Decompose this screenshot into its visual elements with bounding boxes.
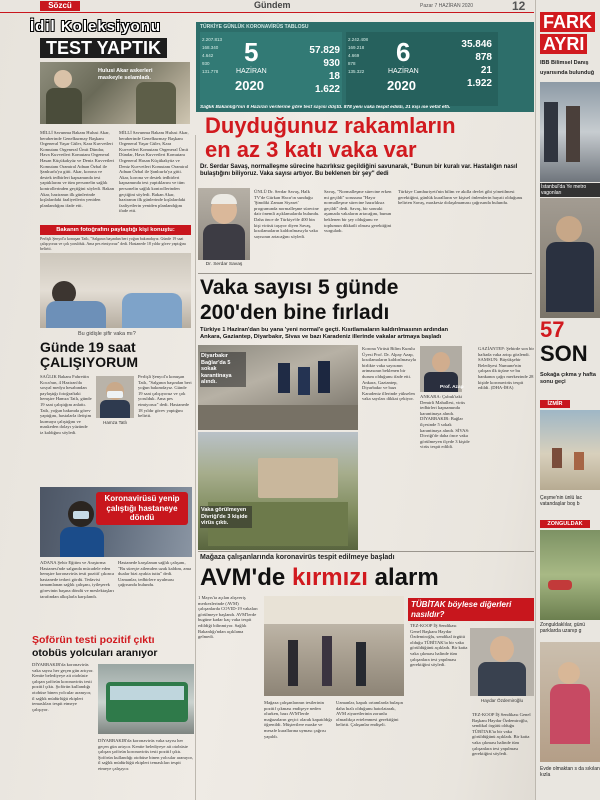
stats-left-month: HAZİRAN xyxy=(236,68,267,75)
section-title: Gündem xyxy=(254,0,291,10)
stats-right-number: 1.922 xyxy=(466,78,492,89)
nurse-photo-caption: Bu gidişle şifir vaka mı? xyxy=(78,331,136,337)
metro-caption: İstanbul'da Ye metro vagonları xyxy=(540,183,600,197)
stats-left-small-row: 4.642 xyxy=(202,53,214,58)
right-big-1: 57 xyxy=(540,317,565,342)
mall-kicker: Mağaza çalışanlarında koronavirüs tespit edilmeye başladı xyxy=(200,554,395,561)
right-banner-2: AYRI xyxy=(540,34,587,54)
lead-deck: Dr. Serdar Savaş, normalleşme sürecine hazırlıksız geçildiğini savunarak, "Bunun bir kuralı var. Hastalığın nasıl bulaştığını biliyoruz. Vaka sayısı artıyor. Bu beklenen bir şey" dedi xyxy=(200,164,518,178)
driver-headline-2: otobüs yolcuları aranıyor xyxy=(32,647,158,659)
diyarbakir-photo-caption: Diyarbakır Bağlar'da 5 sokak karantinaya alındı. xyxy=(200,352,246,387)
rising-deck-1: Türkiye 1 Haziran'dan bu yana 'yeni normal'e geçti. Kısıtlamaların kaldırılmasının ardından xyxy=(200,327,449,333)
stats-left-number: 57.829 xyxy=(309,45,340,56)
rising-body-1: Korona Virüsü Bilim Kurulu Üyesi Prof. Dr. Alpay Azap, kısıtlamaların kaldırılmasıyla birlikte vaka sayısının artmasının beklenen bir durum olduğunu ifade etti. Ankara, Gaziantep, Diyarbakır ve bazı Karadeniz illerinde yükselen vaka sayıları dikkat çekiyor. xyxy=(362,346,416,402)
stats-right-small-row: 2.242.408 xyxy=(348,37,369,42)
stats-left-small-row: 131.778 xyxy=(202,69,219,74)
stats-right-month: HAZİRAN xyxy=(388,68,419,75)
haydar-portrait xyxy=(470,628,534,696)
stats-right-small xyxy=(348,36,376,76)
nurse-rest-photo xyxy=(40,253,191,328)
stats-right-small-row: 878 xyxy=(348,61,356,66)
mall-divider xyxy=(198,551,534,552)
rising-headline-2: 200'den bine fırladı xyxy=(200,301,390,324)
stats-right-numbers xyxy=(440,38,492,90)
tubitak-title: TÜBİTAK böylese diğerleri nasıldır? xyxy=(408,598,534,621)
stats-left-small-row: 930 xyxy=(202,61,210,66)
metro-photo xyxy=(540,82,600,182)
minister-box-body: Perlişli Şenyol'a konuşan Tatlı, "Salgının başından beri yoğun bakımdayız. Günde 19 saat çalışıyoruz ve çok yorulduk. Ama pes etmiyoruz" dedi. Hastanede 18 yıldır görev yaptığını belirtti. xyxy=(40,237,186,251)
hamza-tatli-portrait xyxy=(96,376,134,418)
left-top-body: MİLLİ Savunma Bakanı Hulusi Akar, beraberinde Genelkurmay Başkanı Orgeneral Yaşar Güler, Kara Kuvvetleri Komutanı Orgeneral Ümit Dündar, Hava Kuvvetleri Komutanı Orgeneral Hasan Küçükakyüz ve Deniz Kuvvetleri Komutanı Oramiral Adnan Özbal ile Şanlıurfa'ya gitti. Akar, korona ve destek tedbirleri kapsamında test yaptıklarını ve tüm personelin sağlık kontrollerinden geçtiğini söyledi. Bakan Akar, haziranın ilk günlerinde kışlalardaki faaliyetlerin yeniden planlandığını ifade etti. xyxy=(40,130,115,208)
prof-azap-caption: Prof. Azap xyxy=(440,385,464,390)
stats-left-small xyxy=(202,36,230,76)
right-sub-1: İBB Bilimsel Danış xyxy=(540,60,589,66)
lead-headline-2: en az 3 katı vaka var xyxy=(205,137,417,162)
hamza-tatli-caption: Hamza Tatlı xyxy=(103,420,127,425)
izmir-caption: Çeşme'nin ünlü lac vatandaşlar boş b xyxy=(540,495,583,507)
driver-headline-1: Şoförün testi pozitif çıktı xyxy=(32,634,155,646)
minister-box-title: Bakanın fotoğrafını paylaştığı kişi konuştu: xyxy=(40,225,191,235)
stats-right-number: 878 xyxy=(475,52,492,63)
divrigi-photo-caption: Vaka görülmeyen Divriği'de 3 kişide virüs çıktı. xyxy=(200,506,252,528)
stats-right-small-row: 169.218 xyxy=(348,45,365,50)
stats-right-day: 6 xyxy=(396,37,411,67)
stats-left-number: 1.622 xyxy=(314,84,340,95)
bus-photo xyxy=(98,664,194,734)
tubitak-body-2: TEZ-KOOP İŞ Sendikası Genel Başkanı Haydar Özdemiroğlu, sendikal örgütü olduğu TÜBİTAK'ta bir vaka görüldüğünü açıkladı. Bir katta vaka çıkması halinde tüm çalışanlara test yapılması gerektiğini söyledi. xyxy=(472,712,531,757)
mall-body-2: Mağaza çalışanlarının testlerinin pozitif çıkması endişeye neden olurken, bazı AVM'lerde mağazaların geçici olarak kapatıldığı öğrenildi. Müşterilere maske ve mesafe kurallarına uyması çağrısı yapıldı. xyxy=(264,700,332,739)
stats-left-number: 930 xyxy=(323,58,340,69)
mall-body-3: Uzmanlar, kapalı ortamlarda bulaşın daha hızlı olduğunu hatırlatarak, AVM ziyaretlerinin zorunlu olmadıkça ertelenmesi gerektiğini belirtti. Çalışanlar endişeli. xyxy=(336,700,403,728)
left-top-headline: TEST YAPTIK xyxy=(40,38,167,58)
crowd-photo xyxy=(540,198,600,318)
serdar-savas-portrait xyxy=(198,188,250,260)
recovered-body: ADANA Şehir Eğitim ve Araştırma Hastanesi'nde salgında mücadele eden hemşire koronavirüs testi pozitif çıkınca hastanede tedavi gördü. Tedavisi tamamlanan sağlık çalışanı, iyileşerek görevinin başına döndü ve meslektaşları tarafından alkışlarla karşılandı. xyxy=(40,560,114,599)
hospital-body: SAĞLIK Bakanı Fahrettin Koca'nın, 4 Haziran'da sosyal medya hesabından paylaştığı fotoğraftaki hemşire Hamza Tatlı, günde 19 saat çalıştığını anlattı. Tatlı, yoğun bakımda görev yaptığını, hastalarla iletişim kurmaya çalıştığını ve maskeden dolayı yüzünde iz kaldığını söyledi. xyxy=(40,374,92,435)
driver-body: DİYARBAKIR'da koronavirüs vaka sayısı her geçen gün artıyor. Kentte belediyeye ait otobüste çalışan şoförün koronavirüs testi pozitif çıktı. Şoförün kullandığı otobüse binen yolcular aranıyor, il sağlık müdürlüğü ekipleri temaslıları tespit etmeye çalışıyor. xyxy=(32,662,94,712)
left-top-body-2: MİLLİ Savunma Bakanı Hulusi Akar, beraberinde Genelkurmay Başkanı Orgeneral Yaşar Güler, Kara Kuvvetleri Komutanı Orgeneral Ümit Dündar, Hava Kuvvetleri Komutanı Orgeneral Hasan Küçükakyüz ve Deniz Kuvvetleri Komutanı Oramiral Adnan Özbal ile Şanlıurfa'ya gitti. Akar, korona ve destek tedbirleri kapsamında test yaptıklarını ve tüm personelin sağlık kontrollerinden geçtiğini söyledi. Bakan Akar, haziranın ilk günlerinde kışlalardaki faaliyetlerin yeniden planlandığını ifade etti. xyxy=(119,130,189,214)
mall-headline-part-1: AVM'de xyxy=(200,564,292,591)
lead-divider xyxy=(198,273,532,274)
cesme-photo xyxy=(540,410,600,490)
divrigi-photo xyxy=(198,432,358,550)
hospital-headline-1: Günde 19 saat xyxy=(40,339,136,355)
serdar-savas-caption: Dr. Serdar Savaş xyxy=(205,262,243,267)
stats-right-number: 35.846 xyxy=(461,39,492,50)
paper-logo: Sözcü xyxy=(40,1,80,11)
stats-left-small-row: 168.340 xyxy=(202,45,219,50)
right-sub-2: uyarısında bulunduğ xyxy=(540,70,595,76)
zonguldak-caption: Zonguldaklılar, günü parklarda uzanıp g xyxy=(540,622,586,634)
issue-date: Pazar 7 HAZİRAN 2020 xyxy=(420,3,474,9)
right-big-2: SON xyxy=(540,341,588,366)
rising-deck-2: Ankara, Gaziantep, Diyarbakır, Sivas ve bazı Karadeniz illerinde vakalar artmaya başladı xyxy=(200,334,442,340)
mall-headline-part-2: kırmızı xyxy=(291,564,368,591)
lead-body-1: ÜNLÜ Dr. Serdar Savaş, Halk TV'de Gürkan Hacır'ın sunduğu 'Şimdiki Zaman Siyaset' programında normalleşme sürecine dair önemli açıklamalarda bulundu. Daha önce de Türkiye'de 400 bin kişi virüsü taşıyor diyen Savaş, kısıtlamaların kaldırılmasıyla vaka sayısının artacağını söyledi. xyxy=(254,189,320,239)
recovered-body-2: Hastanede karşılanan sağlık çalışanı, "Bu süreçte ailemden uzak kaldım, ama dualar bizi ayakta tuttu" dedi. Uzmanlar, tedbirlere uyulması çağrısında bulundu. xyxy=(118,560,192,588)
stats-left-day: 5 xyxy=(244,37,259,67)
zonguldak-tag: ZONGULDAK xyxy=(540,520,590,528)
mall-headline xyxy=(200,564,439,592)
mall-photo xyxy=(264,596,404,696)
hospital-body-2: Perlişli Şenyol'a konuşan Tatlı, "Salgının başından beri yoğun bakımdayız. Günde 19 saat çalışıyoruz ve çok yorulduk. Ama pes etmiyoruz" dedi. Hastanede 18 yıldır görev yaptığını belirtti. xyxy=(138,374,192,419)
rising-headline-1: Vaka sayısı 5 günde xyxy=(200,276,399,299)
stats-caption: Sağlık Bakanlığı'nın 6 Haziran verilerine göre test sayısı düştü. 878 yeni vaka tespit edildi, 21 kişi ise vefat etti. xyxy=(200,105,451,110)
stats-right-year: 2020 xyxy=(387,78,416,93)
stats-right-number: 21 xyxy=(480,65,492,76)
mall-headline-part-3: alarm xyxy=(367,564,439,591)
stats-left-small-row: 2.207.813 xyxy=(202,37,223,42)
lead-body-2: Savaş, "Normalleşme sürecine erken mi geçildi" sorusuna "Hayır normalleşme sürecine hazırlıksız geçildi" dedi. Savaş, bir sonraki aşamada vakaların artacağını, bunun beklenen bir şey olduğunu ve toplumun dikkatli olması gerektiğini vurguladı. xyxy=(324,189,392,234)
izmir-tag: İZMİR xyxy=(540,400,570,408)
stats-right-small-row: 4.669 xyxy=(348,53,360,58)
rising-body-2: ANKARA: Çubuk'taki Demirli Mahallesi, virüs tedbirleri kapsamında karantinaya alındı. DİYARBAKIR: Bağlar ilçesinde 5 sokak karantinaya alındı. SİVAS: Divriği'de daha önce vaka görülmeyen ilçede 3 kişide virüs tespit edildi. xyxy=(420,394,470,450)
left-column-rule xyxy=(195,135,196,800)
stats-right-small-row: 135.322 xyxy=(348,69,365,74)
stats-header: TÜRKİYE GÜNLÜK KORONAVİRÜS TABLOSU xyxy=(200,24,309,30)
hospital-headline-2: ÇALIŞIYORUM xyxy=(40,354,138,370)
zonguldak-photo xyxy=(540,530,600,620)
akar-photo-caption: Hulusi Akar askerleri maskeyle selamladı. xyxy=(98,68,153,81)
recovered-badge: Koronavirüsü yenip çalıştığı hastaneye döndü xyxy=(96,492,188,525)
rising-body-3: GAZİANTEP: Şehirde son bir haftada vaka artışı gözlendi. SAMSUN: Büyükşehir Belediyesi Numune'nin çalışan ilk üçüne ve bu bankanın çağrı merkezinde 28 kişide koronavirüs tespit edildi. (DHA-İHA) xyxy=(478,346,534,391)
stats-left-number: 18 xyxy=(328,71,340,82)
evde-caption: Evde olmaktan s da sıkılan kızla xyxy=(540,766,600,778)
lead-body-3: Türkiye Cumhuriyeti'nin bilim ve akılla devlet gibi yönetilmesi gerektiğini, günlük kuralların ve kişisel önlemlerin hayati olduğunu belirten Savaş, maskesiz dolaşılmaması çağrısında bulundu. xyxy=(398,189,523,206)
stats-left-year: 2020 xyxy=(235,78,264,93)
tubitak-body: TEZ-KOOP İŞ Sendikası Genel Başkanı Haydar Özdemiroğlu, sendikal örgütü olduğu TÜBİTAK'ta bir vaka görüldüğünü açıkladı. Bir katta vaka çıkması halinde tüm çalışanlara test yapılması gerektiğini söyledi. xyxy=(410,623,468,668)
right-sub-3: Sokağa çıkma y hafta sonu geçi xyxy=(540,372,596,385)
collection-watermark: İdil Koleksiyonu xyxy=(30,18,162,35)
driver-body-2: DİYARBAKIR'da koronavirüs vaka sayısı her geçen gün artıyor. Kentte belediyeye ait otobüste çalışan şoförün koronavirüs testi pozitif çıktı. Şoförün kullandığı otobüse binen yolcular aranıyor, il sağlık müdürlüğü ekipleri temaslıları tespit etmeye çalışıyor. xyxy=(98,738,193,771)
lead-headline-1: Duyduğunuz rakamların xyxy=(205,113,456,138)
page-number: 12 xyxy=(512,0,526,13)
mall-body-1: 1 Mayıs'ta açılan alışveriş merkezlerinde (AVM) çalışanlarda COVID-19 vakaları görülmeye başlandı. AVM'lerde bugüne kadar kaç vaka tespit edildiği bilinmiyor. Sağlık Bakanlığı'ndan açıklama gelmedi. xyxy=(198,595,258,640)
girls-photo xyxy=(540,642,600,762)
right-banner-1: FARK xyxy=(540,12,595,32)
haydar-caption: Haydar Özdemiroğlu xyxy=(480,698,524,703)
stats-left-numbers xyxy=(292,44,340,96)
